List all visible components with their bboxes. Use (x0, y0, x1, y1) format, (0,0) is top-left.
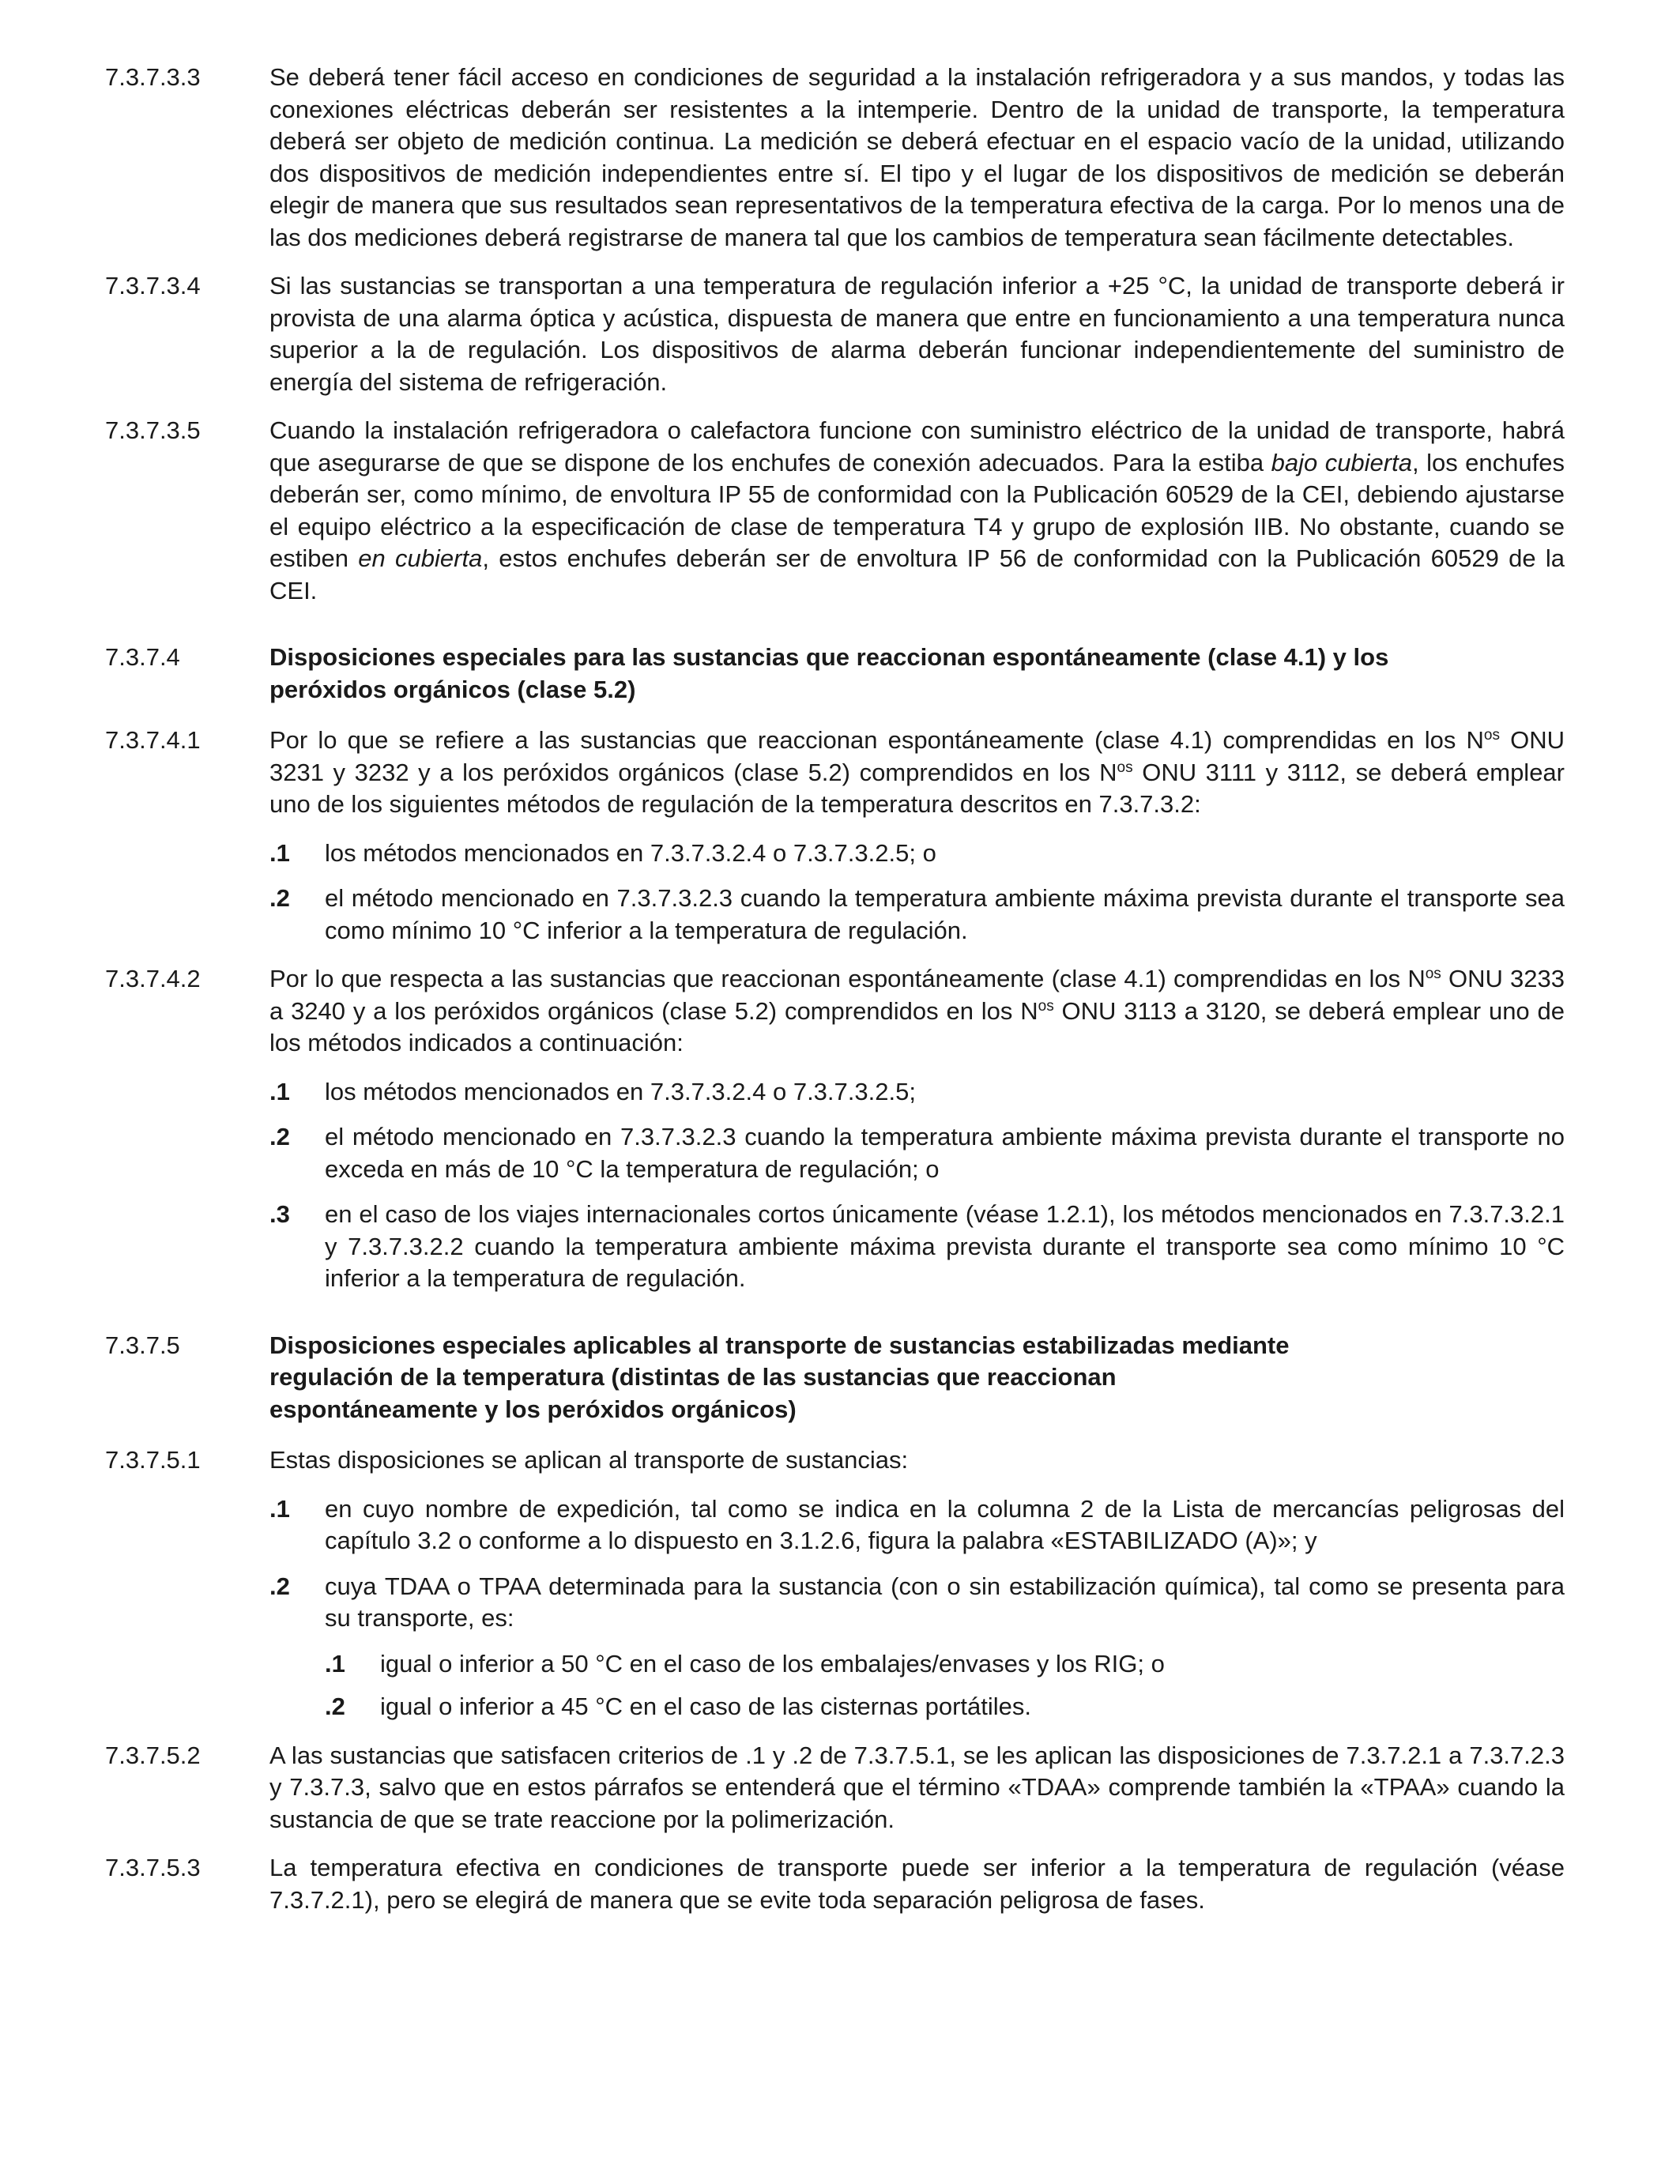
list-item-label: .1 (269, 1077, 290, 1105)
sublist-item-text: igual o inferior a 45 °C en el caso de las cisternas portátiles. (380, 1693, 1031, 1720)
paragraph-7-3-7-3-5 (105, 415, 1565, 607)
paragraph-7-3-7-3-3 (105, 62, 1565, 254)
section-title: Disposiciones especiales para las sustancias que reaccionan espontáneamente (clase 4.1) y los peróxidos orgánicos (clase 5.2) (269, 643, 1389, 703)
text-run: ONU 3113 a 3120, se deberá emplear uno de los métodos indicados a continuación: (269, 996, 1565, 1056)
paragraph-7-3-7-5-1 (105, 1444, 1565, 1477)
list-item (269, 1571, 1565, 1635)
list-7-3-7-4-2 (269, 1076, 1565, 1295)
list-item-label: .3 (269, 1200, 290, 1228)
section-heading-7-3-7-5 (105, 1330, 1565, 1426)
paragraph-7-3-7-5-2 (105, 1740, 1565, 1836)
italic-term: en cubierta (358, 544, 483, 572)
text-run: Por lo que se refiere a las sustancias que reaccionan espontáneamente (clase 4.1) comprendidas en los N (269, 726, 1484, 754)
list-item (269, 883, 1565, 947)
section-title (269, 1330, 1565, 1426)
superscript: os (1425, 966, 1441, 982)
sublist (325, 1648, 1565, 1723)
text-run: Por lo que respecta a las sustancias que reaccionan espontáneamente (clase 4.1) comprendidas en los N (269, 965, 1426, 992)
list-item (269, 1493, 1565, 1557)
italic-term: bajo cubierta (1271, 448, 1412, 476)
paragraph-7-3-7-3-4 (105, 270, 1565, 398)
section-title-line: Disposiciones especiales aplicables al transporte de sustancias estabilizadas mediante (269, 1331, 1290, 1359)
list-item-label: .2 (269, 884, 290, 912)
list-item (269, 838, 1565, 870)
paragraph-number: 7.3.7.4.1 (105, 726, 201, 754)
list-item-text: en el caso de los viajes internacionales cortos únicamente (véase 1.2.1), los métodos mencionados en 7.3.7.3.2.1 y 7.3.7.3.2.2 cuando la temperatura ambiente máxima prevista durante el transporte sea como mínimo 10 °C inferior a la temperatura de regulación. (325, 1200, 1565, 1292)
section-title-line: regulación de la temperatura (distintas de las sustancias que reaccionan (269, 1363, 1117, 1391)
list-item (269, 1076, 1565, 1109)
paragraph-7-3-7-4-2 (105, 963, 1565, 1060)
paragraph-number: 7.3.7.3.4 (105, 272, 201, 299)
list-item-label: .1 (269, 838, 290, 867)
paragraph-text (269, 963, 1565, 1060)
superscript: os (1483, 727, 1500, 744)
text-run: Cuando la instalación refrigeradora o calefactora funcione con suministro eléctrico de la unidad de transporte, habrá que asegurarse de que se dispone de los enchufes de conexión adecuados. Para la estiba (269, 416, 1565, 476)
text-run: , los enchufes deberán ser, como mínimo, de envoltura IP 55 de conformidad con la Publicación 60529 de la CEI, debiendo ajustarse el equipo eléctrico a la especificación de clase de temperatura T4 y grupo de explosión IIB. No obstante, cuando se estiben (269, 448, 1565, 572)
paragraph-number: 7.3.7.5.1 (105, 1446, 201, 1474)
paragraph-text (269, 725, 1565, 821)
sublist-item (325, 1648, 1565, 1681)
list-item-label: .2 (269, 1123, 290, 1150)
paragraph-text: Estas disposiciones se aplican al transporte de sustancias: (269, 1446, 909, 1474)
section-number: 7.3.7.5 (105, 1331, 180, 1359)
paragraph-7-3-7-4-1 (105, 725, 1565, 821)
paragraph-text: Si las sustancias se transportan a una temperatura de regulación inferior a +25 °C, la unidad de transporte deberá ir provista de una alarma óptica y acústica, dispuesta de manera que entre en funcionamiento a una temperatura nunca superior a la de regulación. Los dispositivos de alarma deberán funcionar independientemente del suministro de energía del sistema de refrigeración. (269, 272, 1565, 396)
list-item-text: el método mencionado en 7.3.7.3.2.3 cuando la temperatura ambiente máxima prevista durante el transporte no exceda en más de 10 °C la temperatura de regulación; o (325, 1123, 1565, 1183)
paragraph-text: A las sustancias que satisfacen criterios de .1 y .2 de 7.3.7.5.1, se les aplican las disposiciones de 7.3.7.2.1 a 7.3.7.2.3 y 7.3.7.3, salvo que en estos párrafos se entenderá que el término «TDAA» comprende también la «TPAA» cuando la sustancia de que se trate reaccione por la polimerización. (269, 1741, 1565, 1833)
paragraph-number: 7.3.7.5.3 (105, 1854, 201, 1881)
paragraph-text: La temperatura efectiva en condiciones de transporte puede ser inferior a la temperatura de regulación (véase 7.3.7.2.1), pero se elegirá de manera que se evite toda separación peligrosa de fases. (269, 1854, 1565, 1914)
list-item (269, 1121, 1565, 1185)
sublist-item-text: igual o inferior a 50 °C en el caso de los embalajes/envases y los RIG; o (380, 1649, 1165, 1678)
paragraph-number: 7.3.7.3.3 (105, 63, 201, 91)
superscript: os (1117, 759, 1133, 776)
sublist-item (325, 1691, 1565, 1723)
section-heading-7-3-7-4 (105, 642, 1565, 706)
section-title-line: espontáneamente y los peróxidos orgánicos) (269, 1395, 797, 1423)
text-run: ONU 3233 a 3240 y a los peróxidos orgánicos (clase 5.2) comprendidos en los N (269, 965, 1565, 1025)
text-run: , estos enchufes deberán ser de envoltura IP 56 de conformidad con la Publicación 60529 de la CEI. (269, 544, 1565, 604)
list-item-text: cuya TDAA o TPAA determinada para la sustancia (con o sin estabilización química), tal como se presenta para su transporte, es: (325, 1572, 1565, 1632)
list-item-text: los métodos mencionados en 7.3.7.3.2.4 o 7.3.7.3.2.5; o (325, 838, 936, 867)
text-run: ONU 3231 y 3232 y a los peróxidos orgánicos (clase 5.2) comprendidos en los N (269, 726, 1565, 786)
list-item-text: los métodos mencionados en 7.3.7.3.2.4 o 7.3.7.3.2.5; (325, 1077, 916, 1105)
paragraph-text (269, 415, 1565, 607)
list-item-text: en cuyo nombre de expedición, tal como se indica en la columna 2 de la Lista de mercancías peligrosas del capítulo 3.2 o conforme a lo dispuesto en 3.1.2.6, figura la palabra «ESTABILIZADO (A)»; y (325, 1494, 1565, 1554)
section-number: 7.3.7.4 (105, 643, 180, 671)
list-item (269, 1199, 1565, 1295)
list-item-text: el método mencionado en 7.3.7.3.2.3 cuando la temperatura ambiente máxima prevista durante el transporte sea como mínimo 10 °C inferior a la temperatura de regulación. (325, 884, 1565, 944)
paragraph-number: 7.3.7.4.2 (105, 965, 201, 992)
document-page (105, 62, 1565, 1933)
superscript: os (1038, 997, 1054, 1015)
paragraph-number: 7.3.7.3.5 (105, 416, 201, 444)
text-run: ONU 3111 y 3112, se deberá emplear uno de los siguientes métodos de regulación de la temperatura descritos en 7.3.7.3.2: (269, 758, 1565, 818)
list-item-label: .1 (269, 1494, 290, 1523)
list-7-3-7-4-1 (269, 838, 1565, 947)
list-item-label: .2 (269, 1572, 290, 1600)
list-7-3-7-5-1 (269, 1493, 1565, 1723)
paragraph-text: Se deberá tener fácil acceso en condiciones de seguridad a la instalación refrigeradora y a sus mandos, y todas las conexiones eléctricas deberán ser resistentes a la intemperie. Dentro de la unidad de transporte, la temperatura deberá ser objeto de medición continua. La medición se deberá efectuar en el espacio vacío de la unidad, utilizando dos dispositivos de medición independientes entre sí. El tipo y el lugar de los dispositivos de medición se deberán elegir de manera que sus resultados sean representativos de la temperatura efectiva de la carga. Por lo menos una de las dos mediciones deberá registrarse de manera tal que los cambios de temperatura sean fácilmente detectables. (269, 63, 1565, 251)
sublist-item-label: .1 (325, 1649, 345, 1678)
sublist-item-label: .2 (325, 1693, 345, 1720)
paragraph-7-3-7-5-3 (105, 1852, 1565, 1916)
paragraph-number: 7.3.7.5.2 (105, 1741, 201, 1769)
